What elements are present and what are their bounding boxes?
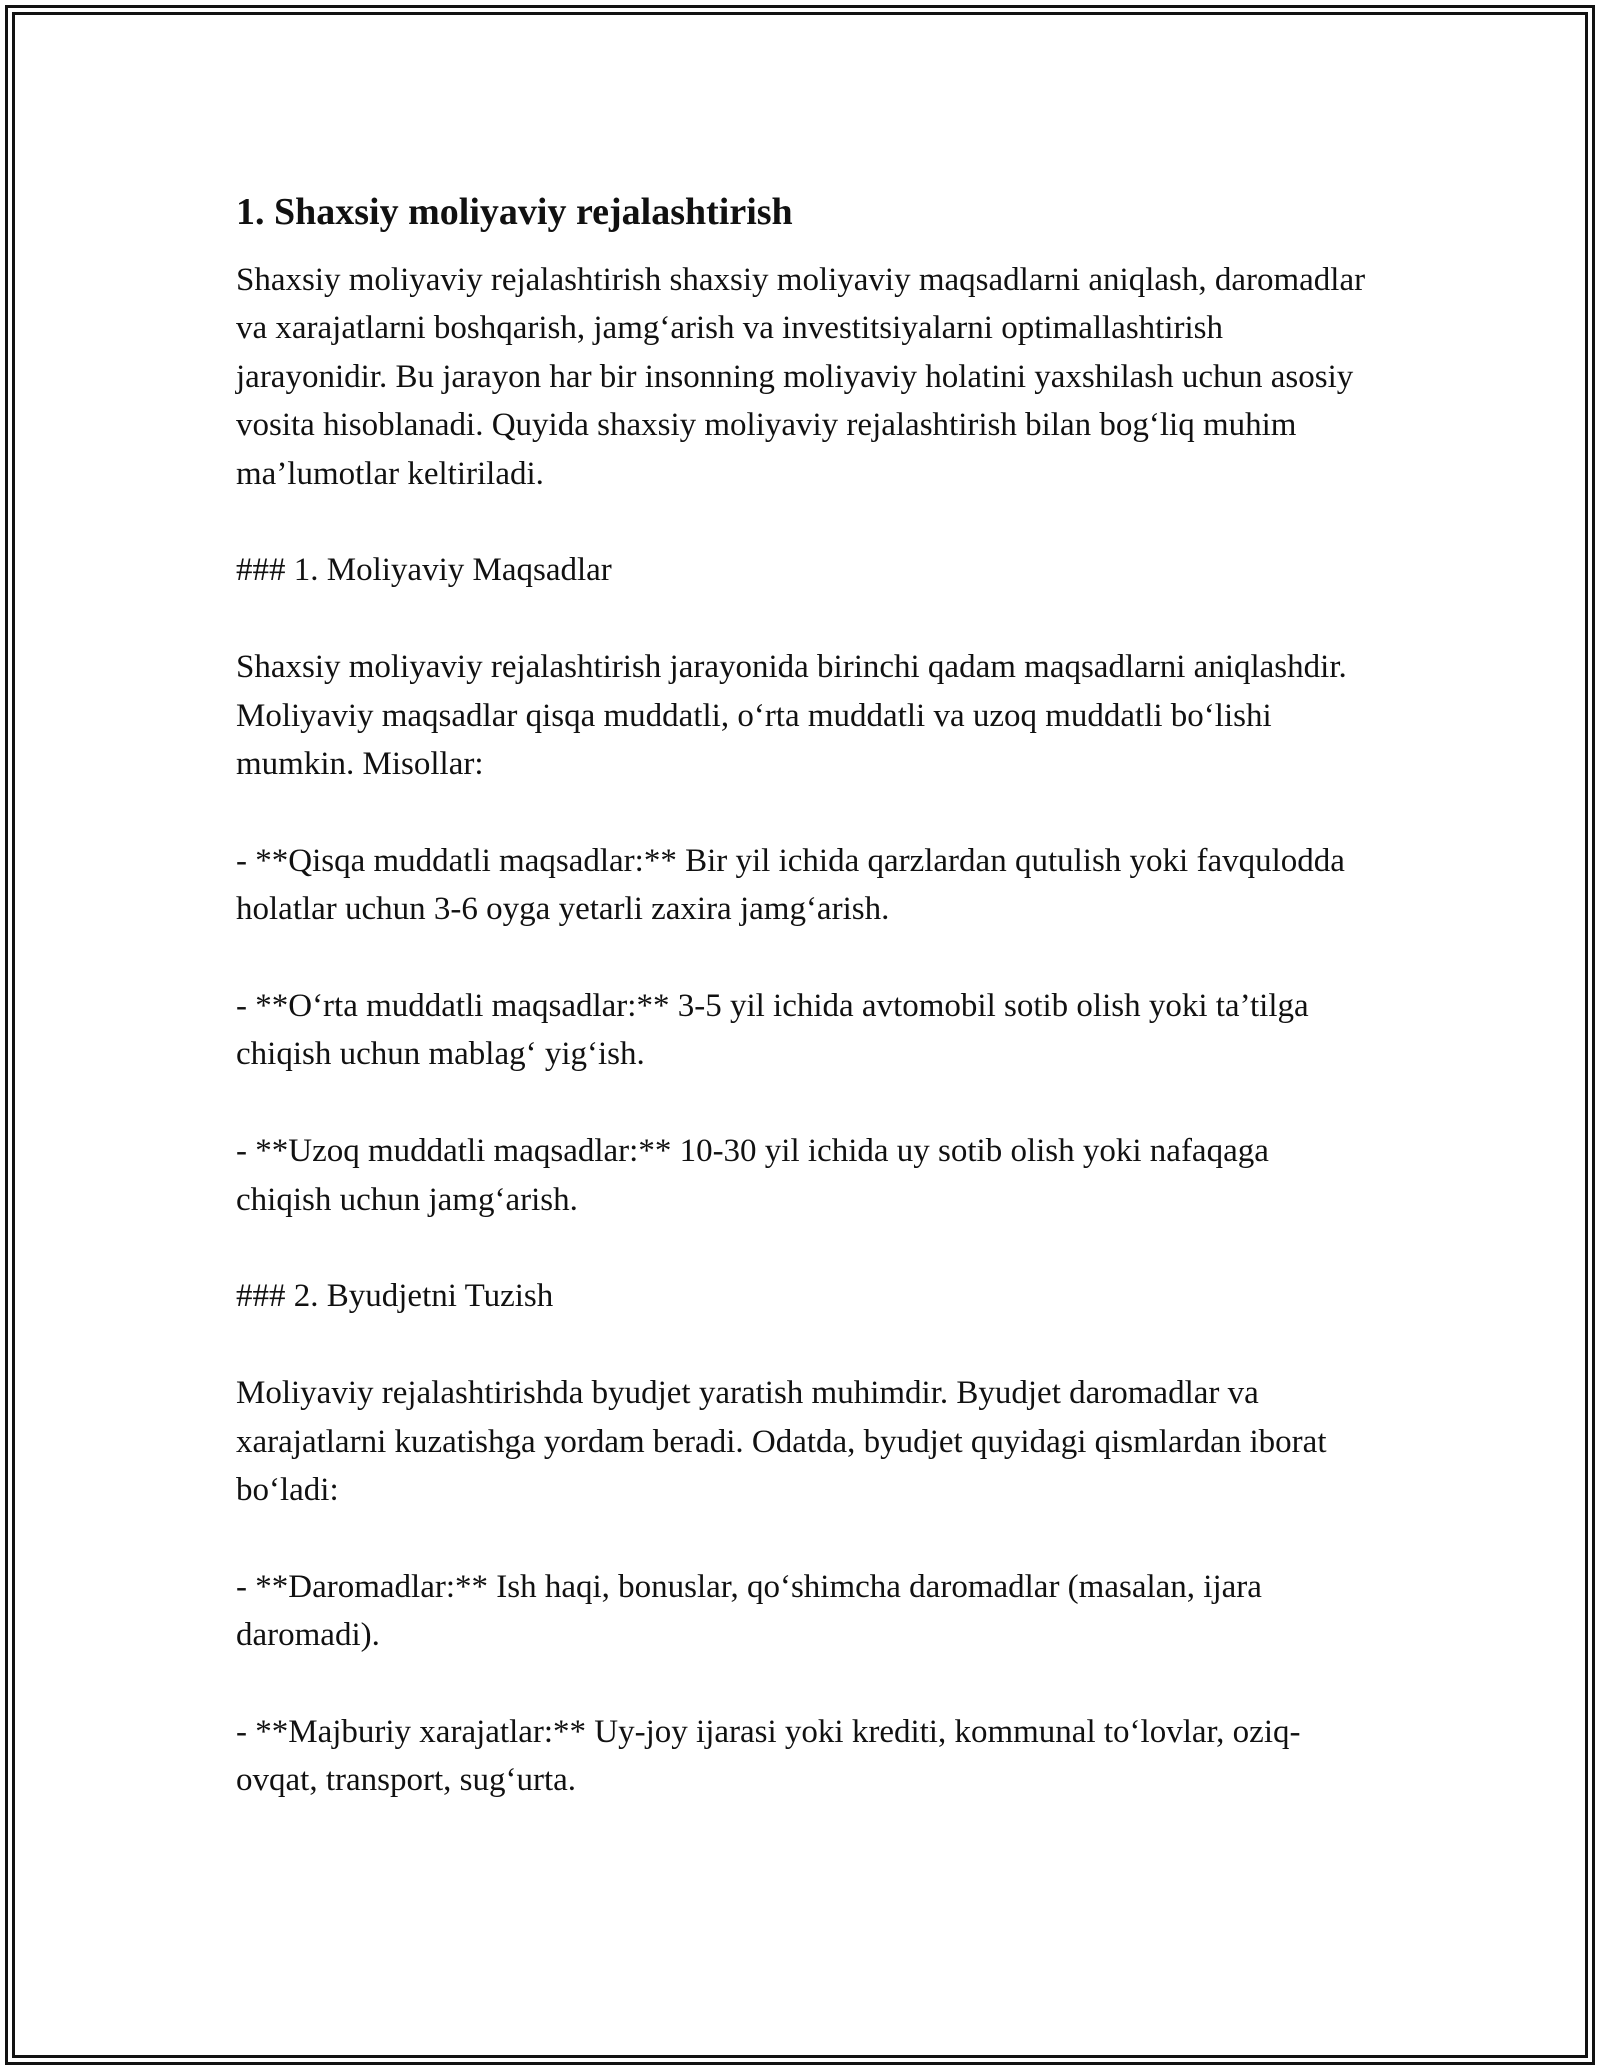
section-heading-maqsadlar: ### 1. Moliyaviy Maqsadlar — [236, 552, 612, 589]
list-item-income: - **Daromadlar:** Ish haqi, bonuslar, qo‘shimcha daromadlar (masalan, ijara daromadi). — [236, 1568, 1262, 1654]
document-body — [236, 186, 1366, 1853]
list-item-mandatory-expenses: - **Majburiy xarajatlar:** Uy-joy ijarasi yoki krediti, kommunal to‘lovlar, oziq-ovqat, transport, sug‘urta. — [236, 1714, 1301, 1799]
budget-paragraph: Moliyaviy rejalashtirishda byudjet yaratish muhimdir. Byudjet daromadlar va xarajatlarni kuzatishga yordam beradi. Odatda, byudjet quyidagi qismlardan iborat bo‘ladi: — [236, 1375, 1327, 1509]
goals-paragraph: Shaxsiy moliyaviy rejalashtirish jarayonida birinchi qadam maqsadlarni aniqlashdir. Moliyaviy maqsadlar qisqa muddatli, o‘rta muddatli va uzoq muddatli bo‘lishi mumkin. Misollar: — [236, 649, 1347, 783]
list-item-medium-term: - **O‘rta muddatli maqsadlar:** 3-5 yil ichida avtomobil sotib olish yoki ta’tilga chiqish uchun mablag‘ yig‘ish. — [236, 988, 1309, 1073]
list-item-long-term: - **Uzoq muddatli maqsadlar:** 10-30 yil ichida uy sotib olish yoki nafaqaga chiqish uchun jamg‘arish. — [236, 1133, 1269, 1218]
list-item-short-term: - **Qisqa muddatli maqsadlar:** Bir yil ichida qarzlardan qutulish yoki favqulodda holatlar uchun 3-6 oyga yetarli zaxira jamg‘arish. — [236, 842, 1345, 928]
document-title: 1. Shaxsiy moliyaviy rejalashtirish — [236, 191, 793, 233]
intro-paragraph: Shaxsiy moliyaviy rejalashtirish shaxsiy moliyaviy maqsadlarni aniqlash, daromadlar va xarajatlarni boshqarish, jamg‘arish va investitsiyalarni optimallashtirish jarayonidir. Bu jarayon har bir insonning moliyaviy holatini yaxshilash uchun asosiy vosita hisoblanadi. Quyida shaxsiy moliyaviy rejalashtirish bilan bog‘liq muhim ma’lumotlar keltiriladi. — [236, 262, 1366, 492]
section-heading-byudjet: ### 2. Byudjetni Tuzish — [236, 1278, 554, 1315]
